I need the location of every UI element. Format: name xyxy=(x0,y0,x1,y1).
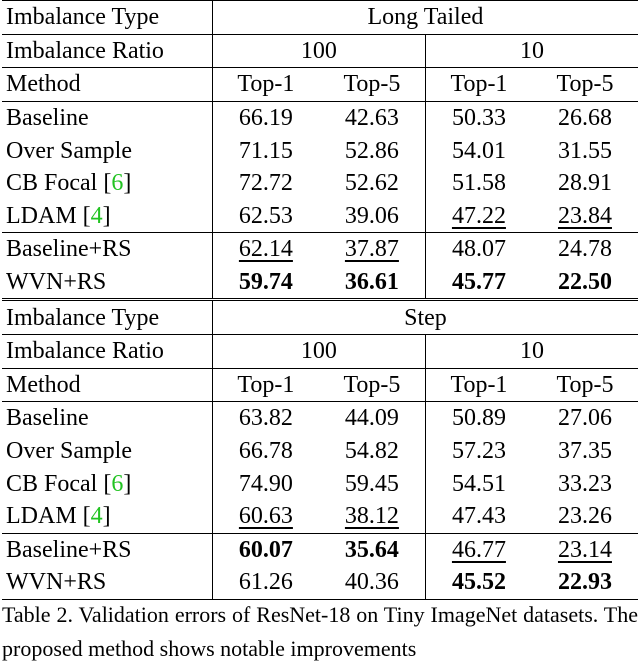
imbalance-type-value: Step xyxy=(212,300,638,335)
table-cell: 37.35 xyxy=(557,438,612,465)
table-cell: 72.72 xyxy=(212,167,319,200)
table-cell: 23.26 xyxy=(557,503,612,530)
best-value-cell: 22.93 xyxy=(532,566,638,599)
column-header: Top-5 xyxy=(532,368,638,402)
column-header: Top-1 xyxy=(425,368,532,402)
method-name: WVN+RS xyxy=(2,566,212,599)
table-cell: 51.58 xyxy=(425,167,532,200)
best-value-cell: 22.50 xyxy=(557,269,612,296)
table-cell xyxy=(425,533,532,566)
table-row xyxy=(2,566,638,599)
table-header-row xyxy=(2,34,638,68)
table-cell: 54.01 xyxy=(425,134,532,167)
table-cell: 39.06 xyxy=(344,202,399,229)
table-cell: 59.45 xyxy=(344,470,399,497)
underlined-value: 62.14 xyxy=(238,236,293,263)
table-cell: 54.82 xyxy=(344,438,399,465)
ratio-header: 10 xyxy=(425,34,638,68)
column-header: Top-5 xyxy=(319,368,426,402)
column-header: Top-5 xyxy=(532,68,638,102)
table-cell: 44.09 xyxy=(319,402,426,435)
underlined-value: 38.12 xyxy=(344,503,399,530)
underlined-value: 23.84 xyxy=(557,202,612,229)
table-row xyxy=(2,101,638,134)
table-header-row xyxy=(2,1,638,35)
method-name: CB Focal [6] xyxy=(6,470,132,497)
column-header: Top-5 xyxy=(319,68,426,102)
table-cell xyxy=(319,233,426,266)
imbalance-type-label: Imbalance Type xyxy=(2,300,212,335)
table-caption: Table 2. Validation errors of ResNet-18 on Tiny ImageNet datasets. The proposed method shows notable improvements xyxy=(2,602,638,661)
table-cell: 66.19 xyxy=(212,101,319,134)
citation-link[interactable]: 4 xyxy=(90,202,103,229)
table-cell: 63.82 xyxy=(212,402,319,435)
table-cell: 24.78 xyxy=(532,233,638,266)
table-row xyxy=(2,402,638,435)
underlined-value: 37.87 xyxy=(344,236,399,263)
table-cell xyxy=(532,533,638,566)
table-header-row xyxy=(2,68,638,102)
table-cell: 27.06 xyxy=(532,402,638,435)
table-cell: 33.23 xyxy=(557,470,612,497)
best-value-cell: 60.07 xyxy=(212,533,319,566)
method-name-text: LDAM [ xyxy=(6,202,91,229)
table-row xyxy=(2,467,638,500)
table-row xyxy=(2,233,638,266)
table-cell: 31.55 xyxy=(557,137,612,164)
column-header: Top-1 xyxy=(212,368,319,402)
table-cell: 48.07 xyxy=(425,233,532,266)
table-cell xyxy=(212,233,319,266)
table-cell: 61.26 xyxy=(212,566,319,599)
table-cell: 62.53 xyxy=(212,200,319,233)
method-name: Over Sample xyxy=(6,137,132,164)
method-name: Over Sample xyxy=(6,438,132,465)
method-name: LDAM [4] xyxy=(6,503,111,530)
method-name-text: LDAM [ xyxy=(6,503,91,530)
citation-link[interactable]: 6 xyxy=(111,170,124,197)
table-row xyxy=(2,167,638,200)
imbalance-type-value: Long Tailed xyxy=(212,1,638,35)
imbalance-type-label: Imbalance Type xyxy=(2,1,212,35)
table-cell: 54.51 xyxy=(425,467,532,500)
ratio-header: 100 xyxy=(212,334,425,368)
table-row xyxy=(2,435,638,468)
table-cell: 40.36 xyxy=(319,566,426,599)
best-value-cell: 45.52 xyxy=(425,566,532,599)
underlined-value: 46.77 xyxy=(451,536,506,563)
best-value-cell: 35.64 xyxy=(319,533,426,566)
table-cell: 71.15 xyxy=(212,134,319,167)
table-row xyxy=(2,266,638,300)
citation-link[interactable]: 6 xyxy=(111,470,124,497)
ratio-header: 100 xyxy=(212,34,425,68)
imbalance-ratio-label: Imbalance Ratio xyxy=(2,334,212,368)
method-name: Baseline+RS xyxy=(2,533,212,566)
table-cell: 28.91 xyxy=(557,170,612,197)
method-name: Baseline xyxy=(2,402,212,435)
table-header-row xyxy=(2,368,638,402)
results-table xyxy=(2,0,638,600)
ratio-header: 10 xyxy=(425,334,638,368)
imbalance-ratio-label: Imbalance Ratio xyxy=(2,34,212,68)
table-cell: 52.62 xyxy=(344,170,399,197)
method-name-text: CB Focal [ xyxy=(6,470,112,497)
method-name: LDAM [4] xyxy=(6,202,111,229)
table-cell: 66.78 xyxy=(212,435,319,468)
method-label: Method xyxy=(2,368,212,402)
citation-link[interactable]: 4 xyxy=(90,503,103,530)
table-header-row xyxy=(2,300,638,335)
method-name: CB Focal [6] xyxy=(6,170,132,197)
best-value-cell: 36.61 xyxy=(344,269,399,296)
table-row xyxy=(2,200,638,233)
underlined-value: 23.14 xyxy=(557,536,612,563)
table-row xyxy=(2,500,638,533)
column-header: Top-1 xyxy=(425,68,532,102)
best-value-cell: 45.77 xyxy=(425,266,532,300)
method-name: Baseline+RS xyxy=(2,233,212,266)
underlined-value: 47.22 xyxy=(451,202,506,229)
table-row xyxy=(2,134,638,167)
table-header-row xyxy=(2,334,638,368)
table-cell: 50.89 xyxy=(425,402,532,435)
table-cell xyxy=(212,500,319,533)
table-cell: 42.63 xyxy=(319,101,426,134)
table-cell: 52.86 xyxy=(344,137,399,164)
method-name: Baseline xyxy=(2,101,212,134)
table-cell xyxy=(319,500,426,533)
best-value-cell: 59.74 xyxy=(212,266,319,300)
underlined-value: 60.63 xyxy=(238,503,293,530)
table-row xyxy=(2,533,638,566)
table-cell: 57.23 xyxy=(425,435,532,468)
table-cell: 26.68 xyxy=(532,101,638,134)
table-cell xyxy=(425,200,532,233)
table-cell: 74.90 xyxy=(212,467,319,500)
table-cell: 47.43 xyxy=(425,500,532,533)
column-header: Top-1 xyxy=(212,68,319,102)
table-cell: 50.33 xyxy=(425,101,532,134)
method-label: Method xyxy=(2,68,212,102)
method-name-text: CB Focal [ xyxy=(6,170,112,197)
table-cell xyxy=(532,200,638,233)
method-name: WVN+RS xyxy=(6,269,107,296)
